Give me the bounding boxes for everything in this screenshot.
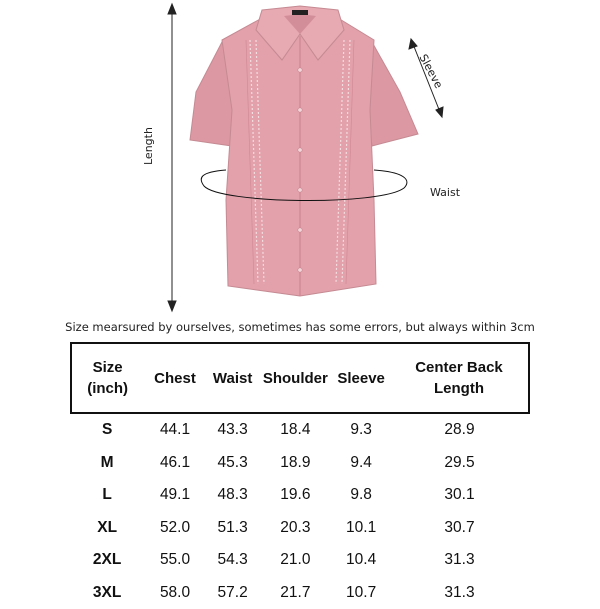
sleeve-cell: 10.4 <box>332 544 390 577</box>
length-cell: 29.5 <box>390 447 529 480</box>
length-cell: 30.7 <box>390 512 529 545</box>
waist-cell: 51.3 <box>207 512 259 545</box>
size-cell: 2XL <box>71 544 143 577</box>
table-header-row <box>71 343 529 413</box>
sleeve-cell: 10.1 <box>332 512 390 545</box>
header-waist: Waist <box>207 343 259 413</box>
header-center-back-length: Center Back Length <box>390 343 529 413</box>
shoulder-cell: 18.4 <box>258 413 332 447</box>
waist-label: Waist <box>430 186 460 199</box>
header-sleeve: Sleeve <box>332 343 390 413</box>
sleeve-label: Sleeve <box>417 52 446 91</box>
sleeve-cell: 10.7 <box>332 577 390 609</box>
length-cell: 31.3 <box>390 544 529 577</box>
table-row <box>71 479 529 512</box>
shoulder-cell: 20.3 <box>258 512 332 545</box>
waist-cell: 48.3 <box>207 479 259 512</box>
table-row <box>71 447 529 480</box>
chest-cell: 49.1 <box>143 479 206 512</box>
shoulder-cell: 18.9 <box>258 447 332 480</box>
chest-cell: 46.1 <box>143 447 206 480</box>
header-chest: Chest <box>143 343 206 413</box>
size-cell: L <box>71 479 143 512</box>
waist-cell: 43.3 <box>207 413 259 447</box>
size-cell: M <box>71 447 143 480</box>
header-shoulder: Shoulder <box>258 343 332 413</box>
waist-cell: 54.3 <box>207 544 259 577</box>
length-cell: 31.3 <box>390 577 529 609</box>
sleeve-cell: 9.3 <box>332 413 390 447</box>
size-cell: XL <box>71 512 143 545</box>
chest-cell: 55.0 <box>143 544 206 577</box>
table-row <box>71 512 529 545</box>
header-size: Size (inch) <box>71 343 143 413</box>
size-cell: S <box>71 413 143 447</box>
sleeve-cell: 9.8 <box>332 479 390 512</box>
chest-cell: 58.0 <box>143 577 206 609</box>
chest-cell: 44.1 <box>143 413 206 447</box>
length-cell: 28.9 <box>390 413 529 447</box>
waist-cell: 45.3 <box>207 447 259 480</box>
length-label: Length <box>142 127 155 165</box>
sleeve-cell: 9.4 <box>332 447 390 480</box>
shoulder-cell: 21.0 <box>258 544 332 577</box>
length-cell: 30.1 <box>390 479 529 512</box>
size-chart-table <box>70 342 530 609</box>
measurement-note: Size mearsured by ourselves, sometimes has some errors, but always within 3cm <box>0 320 600 334</box>
length-arrow <box>168 4 176 311</box>
shirt <box>190 6 418 296</box>
table-row <box>71 544 529 577</box>
shoulder-cell: 21.7 <box>258 577 332 609</box>
waist-cell: 57.2 <box>207 577 259 609</box>
size-cell: 3XL <box>71 577 143 609</box>
table-row <box>71 577 529 609</box>
chest-cell: 52.0 <box>143 512 206 545</box>
shoulder-cell: 19.6 <box>258 479 332 512</box>
table-row <box>71 413 529 447</box>
